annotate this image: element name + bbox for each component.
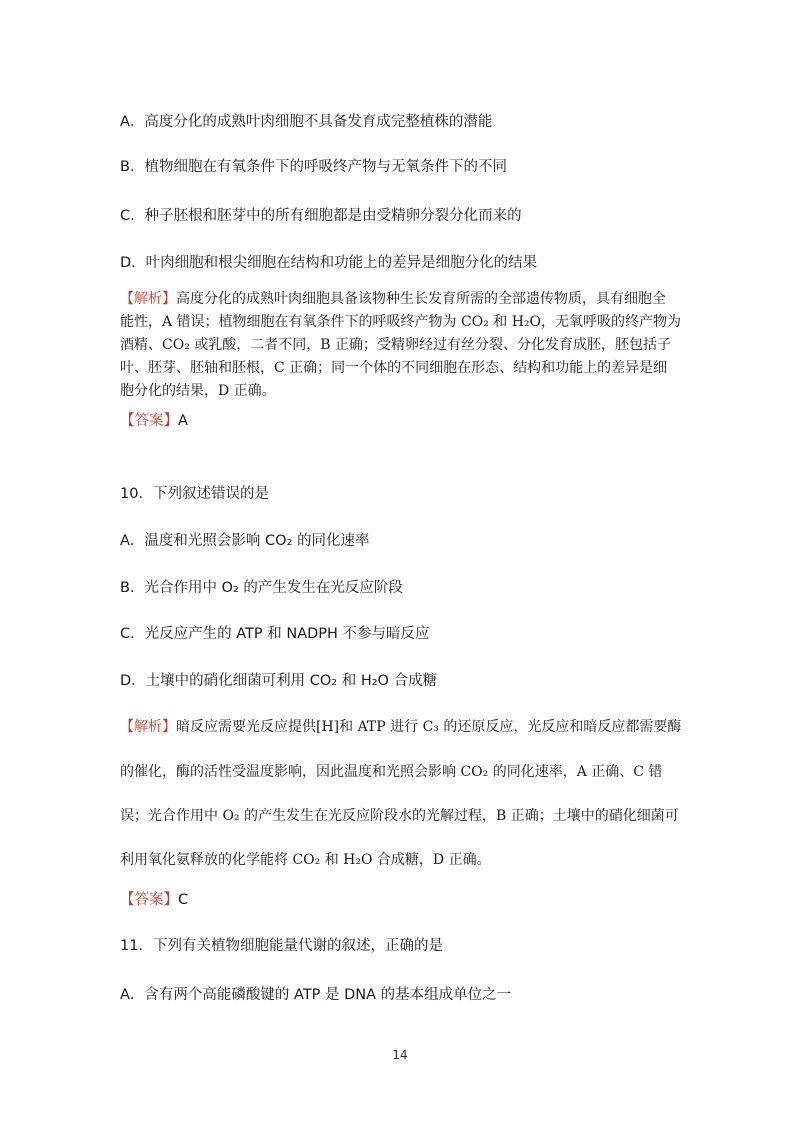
q9-explanation-tag: 【解析】 — [120, 291, 176, 307]
q10-option-d: D．土壤中的硝化细菌可利用 CO₂ 和 H₂O 合成糖 — [120, 673, 438, 689]
q10-explanation — [120, 716, 685, 866]
q10-option-a: A．温度和光照会影响 CO₂ 的同化速率 — [120, 533, 370, 549]
q9-option-a: A．高度分化的成熟叶肉细胞不具备发育成完整植株的潜能 — [120, 114, 493, 130]
q9-explanation-line: 胞分化的结果，D 正确。 — [120, 383, 276, 399]
q10-explanation-line: 误；光合作用中 O₂ 的产生发生在光反应阶段水的光解过程，B 正确；土壤中的硝化细菌可 — [120, 808, 679, 824]
q10-answer — [120, 888, 188, 909]
q9-option-b: B．植物细胞在有氧条件下的呼吸终产物与无氧条件下的不同 — [120, 159, 507, 175]
q11-option-a: A．含有两个高能磷酸键的 ATP 是 DNA 的基本组成单位之一 — [120, 987, 512, 1003]
q9-option-d: D．叶肉细胞和根尖细胞在结构和功能上的差异是细胞分化的结果 — [120, 255, 538, 271]
q10-option-c: C．光反应产生的 ATP 和 NADPH 不参与暗反应 — [120, 626, 430, 642]
page-number: 14 — [392, 1048, 408, 1062]
q10-explanation-line: 暗反应需要光反应提供[H]和 ATP 进行 C₃ 的还原反应，光反应和暗反应都需要酶 — [176, 719, 682, 735]
q10-explanation-tag: 【解析】 — [120, 719, 176, 735]
q10-explanation-line: 的催化，酶的活性受温度影响，因此温度和光照会影响 CO₂ 的同化速率，A 正确、C 错 — [120, 764, 663, 780]
q10-answer-value: C — [178, 892, 189, 908]
q10-stem: 10．下列叙述错误的是 — [120, 486, 269, 502]
q9-explanation — [120, 288, 685, 398]
q9-answer — [120, 409, 188, 430]
q9-answer-tag: 【答案】 — [120, 413, 178, 429]
q10-explanation-line: 利用氧化氨释放的化学能将 CO₂ 和 H₂O 合成糖，D 正确。 — [120, 852, 491, 868]
q11-stem: 11．下列有关植物细胞能量代谢的叙述，正确的是 — [120, 938, 443, 954]
q9-explanation-line: 叶、胚芽、胚轴和胚根，C 正确；同一个体的不同细胞在形态、结构和功能上的差异是细 — [120, 360, 668, 376]
q9-answer-value: A — [178, 413, 188, 429]
q9-explanation-line: 酒精、CO₂ 或乳酸，二者不同，B 正确；受精卵经过有丝分裂、分化发育成胚，胚包括子 — [120, 337, 671, 353]
q10-option-b: B．光合作用中 O₂ 的产生发生在光反应阶段 — [120, 580, 403, 596]
q9-option-c: C．种子胚根和胚芽中的所有细胞都是由受精卵分裂分化而来的 — [120, 208, 522, 224]
q10-answer-tag: 【答案】 — [120, 892, 178, 908]
q9-explanation-line: 高度分化的成熟叶肉细胞具备该物种生长发育所需的全部遗传物质，具有细胞全 — [176, 291, 666, 307]
q9-explanation-line: 能性，A 错误；植物细胞在有氧条件下的呼吸终产物为 CO₂ 和 H₂O，无氧呼吸的终产物为 — [120, 314, 682, 330]
